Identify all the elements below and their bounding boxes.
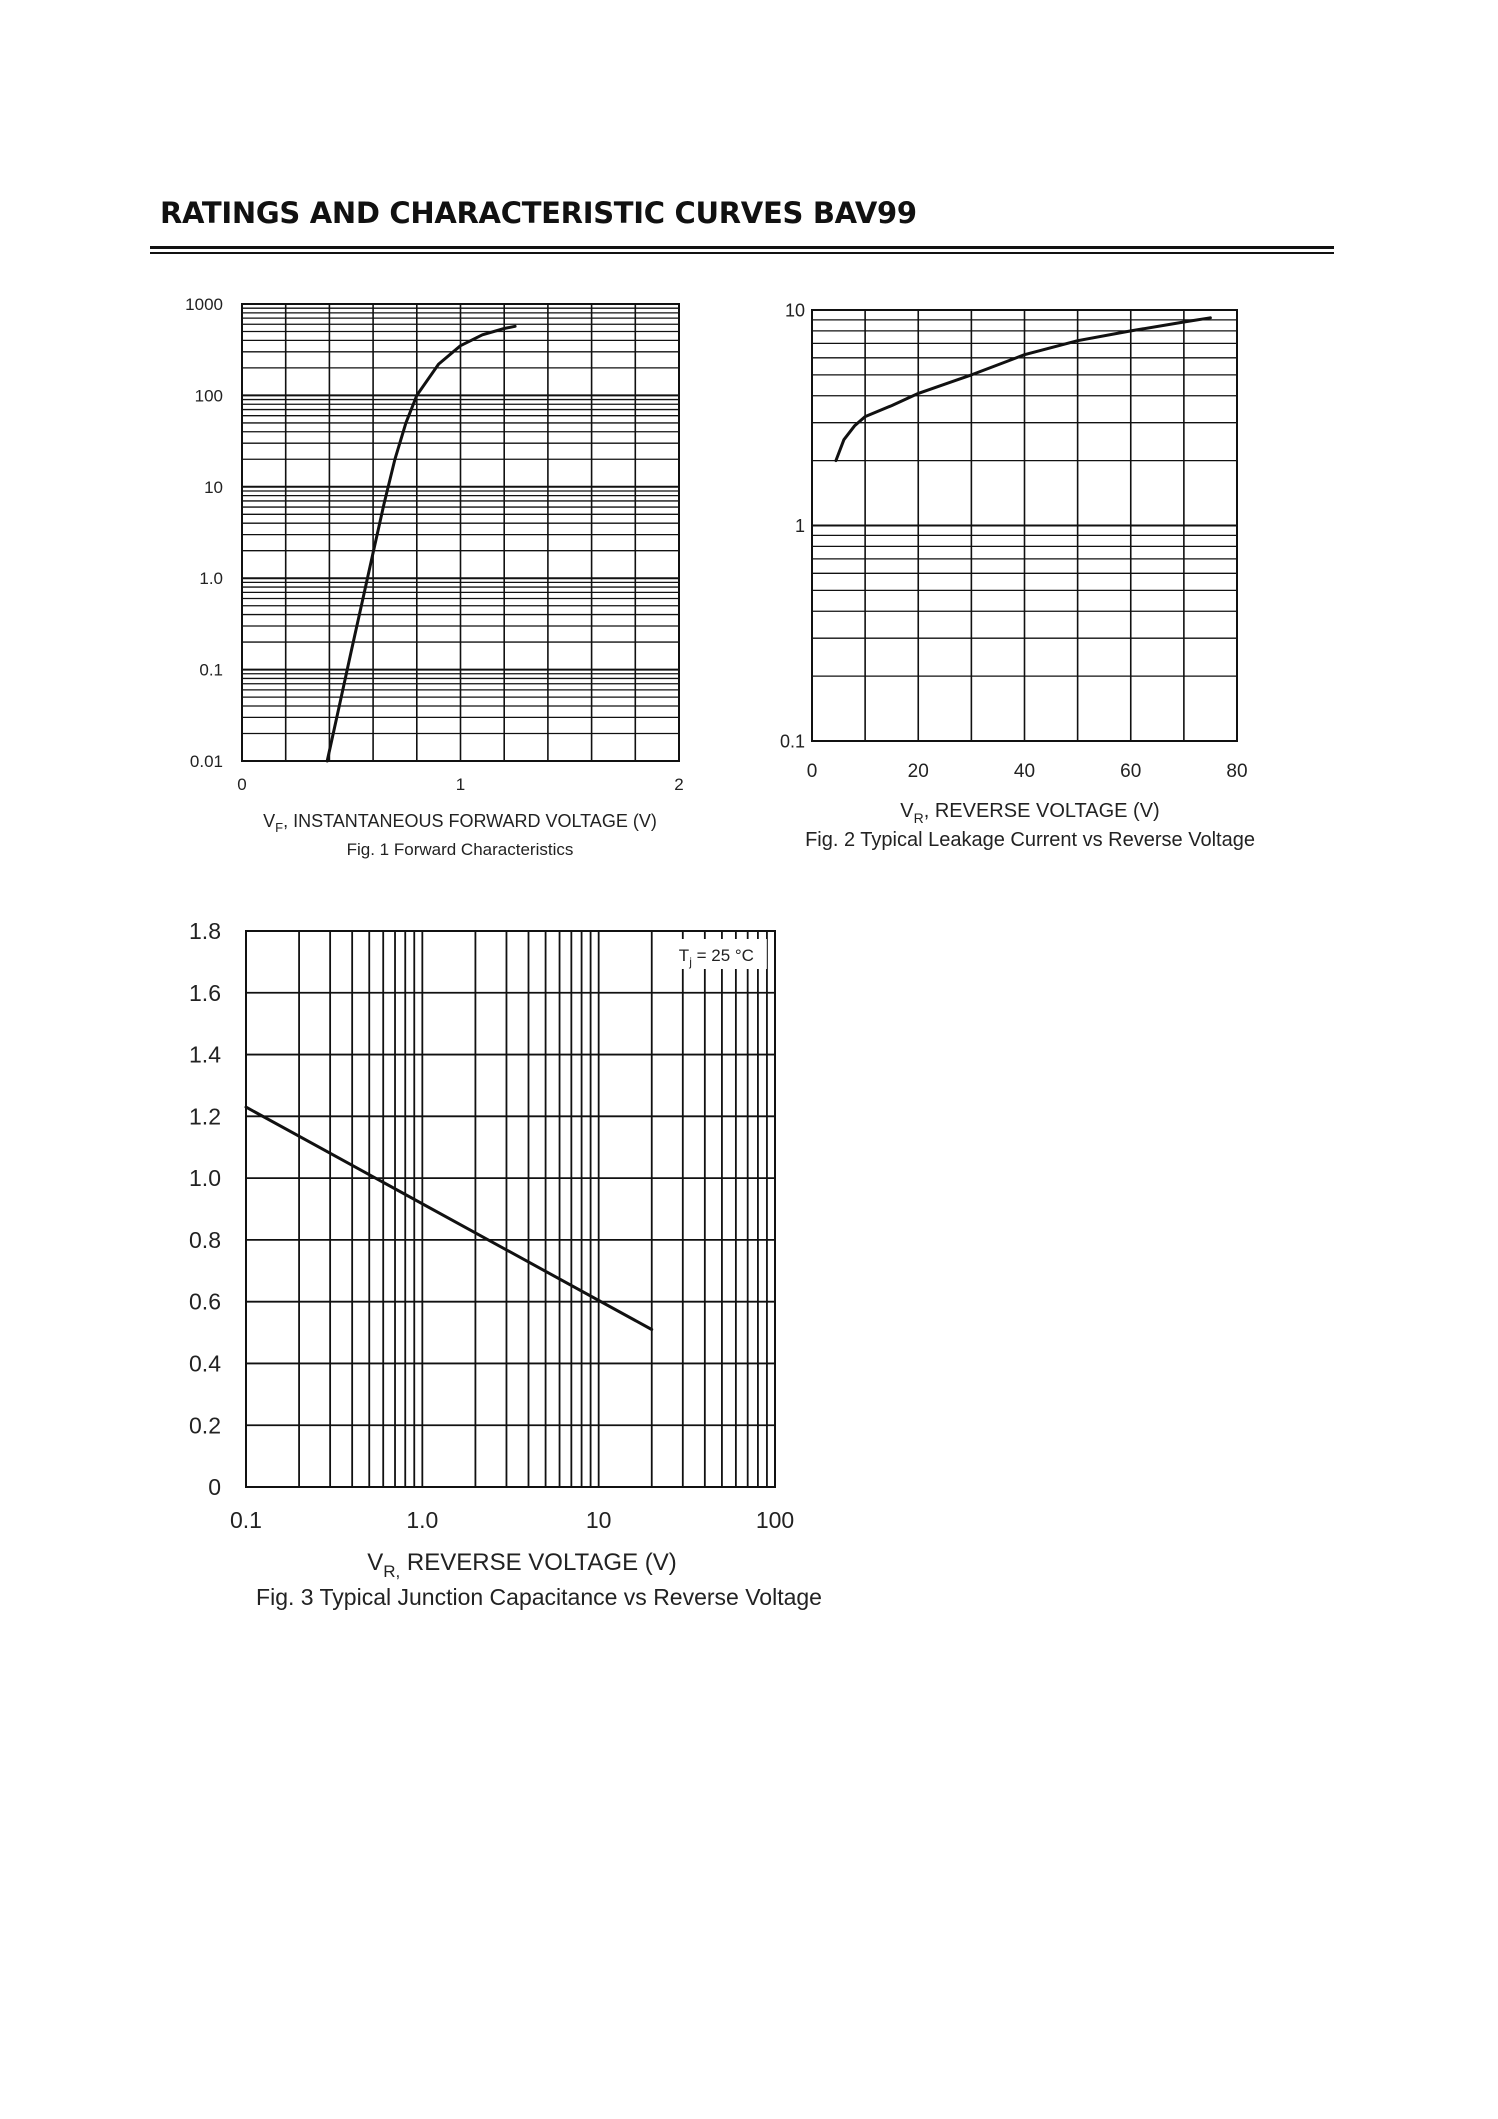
y-tick-label: 1.0 [189, 1165, 221, 1192]
y-tick-label: 1.2 [189, 1103, 221, 1130]
y-tick-label: 1000 [185, 294, 223, 314]
x-axis-label: $V_F$, INSTANTANEOUS FORWARD VOLTAGE (V) [263, 811, 657, 835]
y-tick-label: 0.1 [779, 731, 805, 752]
y-tick-label: 0.6 [189, 1288, 221, 1315]
y-tick-label: 0.2 [189, 1412, 221, 1439]
y-tick-label: 0.8 [189, 1226, 221, 1253]
x-tick-label: 100 [755, 1507, 795, 1533]
x-tick-label: 10 [585, 1507, 612, 1533]
y-tick-label: 1.0 [199, 569, 223, 589]
figure-caption: Fig. 1 Forward Characteristics [346, 840, 574, 859]
y-tick-label: 10 [204, 477, 223, 497]
plot-frame [246, 931, 775, 1487]
x-tick-label: 20 [907, 761, 929, 782]
y-tick-label: 100 [194, 386, 223, 406]
page-title: RATINGS AND CHARACTERISTIC CURVES BAV99 [160, 196, 917, 230]
y-tick-label: 1 [794, 515, 805, 536]
figure-caption: Fig. 3 Typical Junction Capacitance vs Reverse Voltage [256, 1584, 822, 1610]
x-tick-label: 2 [674, 775, 684, 794]
x-tick-label: 40 [1013, 761, 1036, 782]
x-tick-label: 1 [455, 775, 466, 794]
x-tick-label: 80 [1226, 761, 1248, 782]
figure-caption: Fig. 2 Typical Leakage Current vs Reverse Voltage [805, 829, 1255, 851]
x-tick-label: 0 [237, 775, 247, 794]
y-tick-label: 0.4 [189, 1350, 221, 1377]
y-tick-label: 1.8 [189, 918, 221, 945]
x-axis-label: $V_R$, REVERSE VOLTAGE (V) [900, 800, 1160, 826]
fig3-grid [246, 931, 775, 1487]
y-tick-label: 1.4 [189, 1041, 221, 1068]
y-tick-label: 0.01 [189, 751, 223, 771]
y-tick-label: 0.1 [199, 660, 223, 680]
x-tick-label: 1.0 [406, 1507, 439, 1533]
x-tick-label: 0.1 [230, 1507, 262, 1533]
x-tick-label: 0 [806, 761, 818, 782]
x-axis-label: $V_{R,}$ REVERSE VOLTAGE (V) [367, 1549, 677, 1581]
y-tick-label: 1.6 [189, 979, 221, 1006]
y-tick-label: 10 [784, 300, 805, 321]
temperature-annotation: $T_j = 25$ °C [678, 946, 754, 969]
x-tick-label: 60 [1120, 761, 1142, 782]
y-tick-label: 0 [208, 1474, 221, 1501]
